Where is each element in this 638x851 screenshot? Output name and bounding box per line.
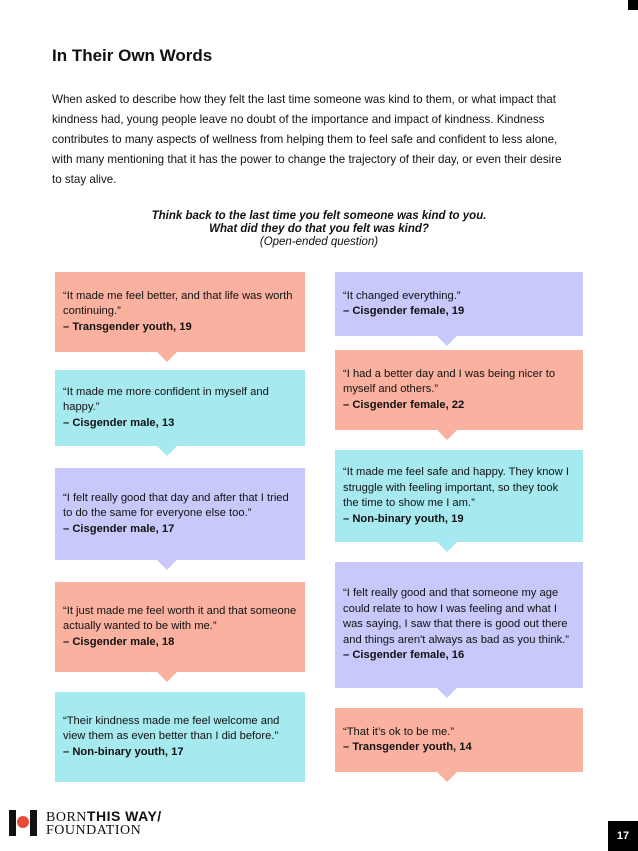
quote-text: “Their kindness made me feel welcome and view them as even better than I did before.” <box>63 714 280 743</box>
bubble-tail <box>437 336 457 346</box>
quote-bubble <box>55 272 305 352</box>
quote-text: “It made me more confident in myself and happy.” <box>63 385 269 414</box>
quote-bubble <box>55 692 305 782</box>
bubble-tail <box>157 560 177 570</box>
quote-attribution: – Cisgender female, 19 <box>343 305 465 317</box>
quote-bubble <box>55 468 305 560</box>
quote-attribution: – Non-binary youth, 19 <box>343 512 464 525</box>
quote-attribution: – Cisgender male, 13 <box>63 416 175 429</box>
quote-attribution: – Transgender youth, 14 <box>343 741 472 753</box>
logo-word-born: BORN <box>46 809 87 825</box>
logo-word-foundation: FOUNDATION <box>46 822 142 838</box>
quote-text: “It just made me feel worth it and that someone actually wanted to be with me.” <box>63 604 297 633</box>
quote-attribution: – Non-binary youth, 17 <box>63 745 184 758</box>
bubble-tail <box>437 430 457 440</box>
question-line-3: (Open-ended question) <box>259 236 379 248</box>
bubble-tail <box>437 688 457 698</box>
quote-bubble <box>335 272 583 336</box>
foundation-logo-icon <box>8 808 38 838</box>
quote-bubble <box>55 582 305 672</box>
bubble-tail <box>157 352 177 362</box>
bubble-tail <box>157 672 177 682</box>
logo-wordmark <box>46 807 162 838</box>
quote-bubble <box>335 350 583 430</box>
quote-text: “That it’s ok to be me.” <box>343 725 455 738</box>
quote-attribution: – Cisgender female, 16 <box>343 649 465 662</box>
intro-paragraph: When asked to describe how they felt the last time someone was kind to them, or what impact that kindness had, young people leave no doubt of the importance and impact of kindness. Kindness contributes to many aspects of wellness from helping them to feel safe and confident to less alone, with many mentioning that it has the power to change the trajectory of their day, or even their desire to stay alive. <box>52 93 562 186</box>
quote-text: “I had a better day and I was being nicer to myself and others.” <box>343 367 556 396</box>
logo-word-this-way: THIS WAY/ <box>86 807 162 824</box>
quote-attribution: – Transgender youth, 19 <box>63 320 192 333</box>
quote-text: “I felt really good and that someone my age could relate to how I was feeling and what I was saying, I saw that there is good out there and things aren't always as bad as you think.” <box>343 587 570 646</box>
bubble-tail <box>437 542 457 552</box>
quote-attribution: – Cisgender male, 17 <box>63 522 175 535</box>
question-line-2: What did they do that you felt was kind? <box>209 223 429 235</box>
corner-mark <box>628 0 638 10</box>
quote-text: “It changed everything.” <box>343 289 461 302</box>
bubble-tail <box>437 772 457 782</box>
quote-bubble <box>335 708 583 772</box>
page-number: 17 <box>608 821 638 851</box>
quote-text: “I felt really good that day and after that I tried to do the same for everyone else too.” <box>63 491 289 520</box>
question-line-1: Think back to the last time you felt someone was kind to you. <box>151 210 487 222</box>
born-this-way-foundation-logo <box>8 808 162 838</box>
quote-bubble <box>335 562 583 688</box>
page-title: In Their Own Words <box>52 46 213 65</box>
quote-text: “It made me feel safe and happy. They know I struggle with feeling important, so they took the time to show me I am.” <box>343 466 569 509</box>
survey-question <box>0 210 638 249</box>
quote-attribution: – Cisgender female, 22 <box>343 398 465 411</box>
quote-text: “It made me feel better, and that life was worth continuing.” <box>63 289 293 318</box>
quote-bubble <box>335 450 583 542</box>
bubble-tail <box>157 446 177 456</box>
quote-bubble <box>55 370 305 446</box>
quote-attribution: – Cisgender male, 18 <box>63 635 175 648</box>
